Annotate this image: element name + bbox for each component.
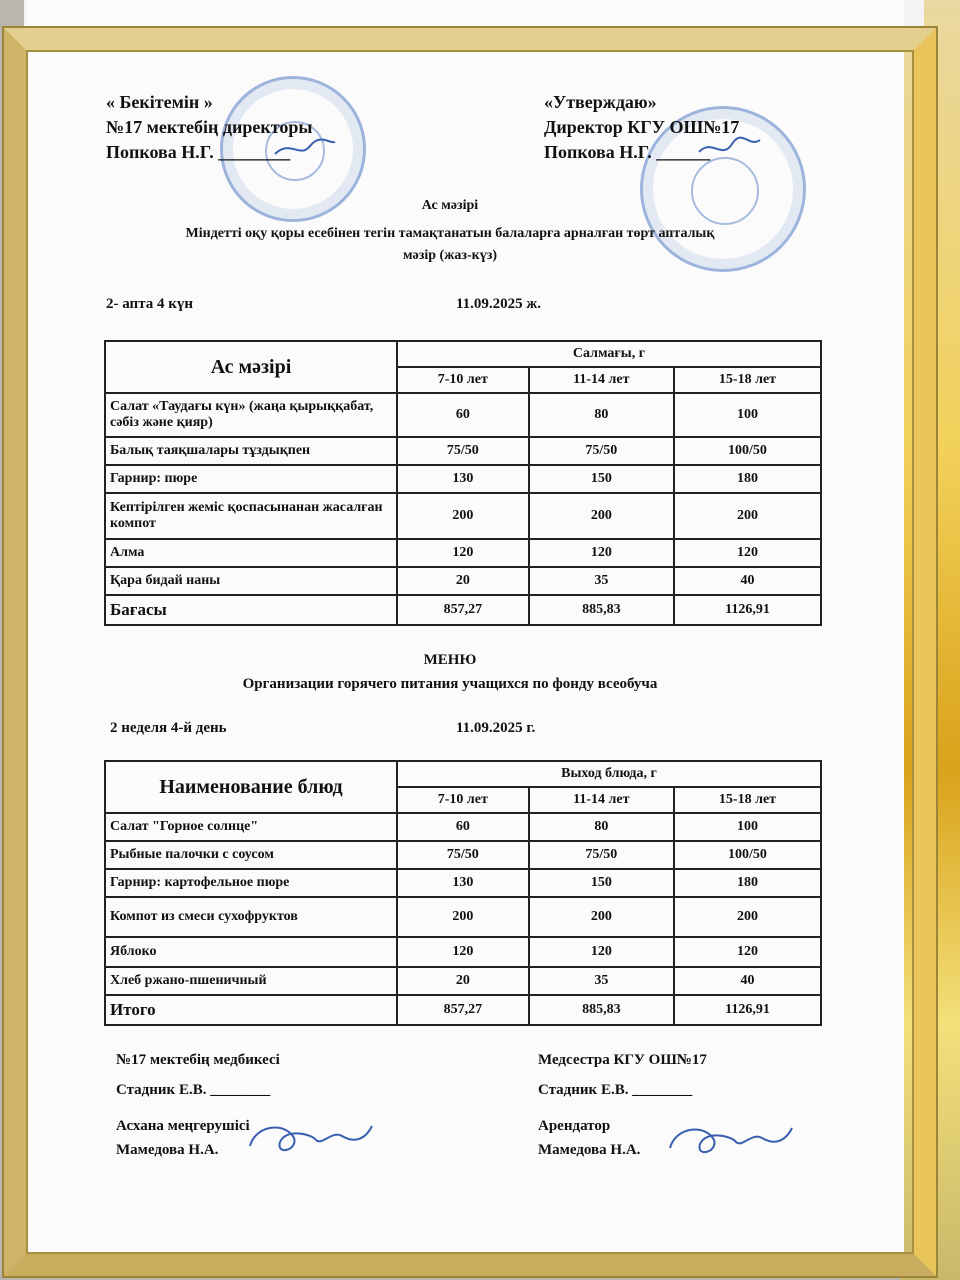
ru-age-col: 7-10 лет — [397, 787, 529, 813]
ru-menu-title: МЕНЮ — [423, 652, 477, 668]
table-row: Яблоко 120 120 120 — [105, 937, 821, 967]
kz-col-name: Ас мәзірі — [105, 341, 397, 393]
footer-ru-nurse: Медсестра КГУ ОШ№17 Стадник Е.В. ________ — [538, 1052, 707, 1098]
kz-age-col: 7-10 лет — [397, 367, 529, 393]
table-row: Компот из смеси сухофруктов 200 200 200 — [105, 897, 821, 937]
table-row: Кептірілген жеміс қоспасынанан жасалған компот 200 200 200 — [105, 493, 821, 539]
ru-col-name: Наименование блюд — [105, 761, 397, 813]
ru-age-col: 15-18 лет — [674, 787, 821, 813]
table-row: Алма 120 120 120 — [105, 539, 821, 567]
table-row: Гарнир: пюре 130 150 180 — [105, 465, 821, 493]
total-row: Бағасы 857,27 885,83 1126,91 — [105, 595, 821, 625]
table-row: Қара бидай наны 20 35 40 — [105, 567, 821, 595]
table-row: Салат "Горное солнце" 60 80 100 — [105, 813, 821, 841]
footer-ru-tenant: Арендатор Мамедова Н.А. — [538, 1118, 641, 1158]
table-row: Балық таяқшалары тұздықпен 75/50 75/50 100/50 — [105, 437, 821, 465]
approval-ru: «Утверждаю» Директор КГУ ОШ№17 Попкова Н.Г. ______ — [544, 92, 740, 162]
kz-week-day: 2- апта 4 күн — [106, 296, 194, 312]
kz-menu-title: Ас мәзірі — [421, 198, 479, 213]
total-row: Итого 857,27 885,83 1126,91 — [105, 995, 821, 1025]
kz-date: 11.09.2025 ж. — [456, 296, 542, 312]
table-row: Гарнир: картофельное пюре 130 150 180 — [105, 869, 821, 897]
ru-col-group: Выход блюда, г — [397, 761, 821, 787]
ru-week-day: 2 неделя 4-й день — [110, 720, 227, 736]
approval-kz: « Бекітемін » №17 мектебің директоры Попкова Н.Г. ________ — [106, 92, 313, 162]
table-row: Салат «Таудағы күн» (жаңа қырыққабат, сәбіз және қияр) 60 80 100 — [105, 393, 821, 437]
kz-menu-subtitle-2: мәзір (жаз-күз) — [402, 248, 497, 263]
table-row: Рыбные палочки с соусом 75/50 75/50 100/50 — [105, 841, 821, 869]
kz-menu-subtitle-1: Міндетті оқу қоры есебінен тегін тамақтанатын балаларға арналған төрт апталық — [185, 226, 715, 241]
kz-age-col: 11-14 лет — [529, 367, 674, 393]
ru-date: 11.09.2025 г. — [456, 720, 536, 736]
table-row: Хлеб ржано-пшеничный 20 35 40 — [105, 967, 821, 995]
kz-col-group: Салмағы, г — [397, 341, 821, 367]
kz-age-col: 15-18 лет — [674, 367, 821, 393]
footer-kz-nurse: №17 мектебің медбикесі Стадник Е.В. ________ — [116, 1052, 280, 1098]
footer-kz-canteen: Асхана меңгерушісі Мамедова Н.А. — [116, 1118, 250, 1158]
ru-age-col: 11-14 лет — [529, 787, 674, 813]
ru-menu-subtitle: Организации горячего питания учащихся по фонду всеобуча — [242, 676, 658, 692]
picture-frame — [4, 28, 936, 1276]
